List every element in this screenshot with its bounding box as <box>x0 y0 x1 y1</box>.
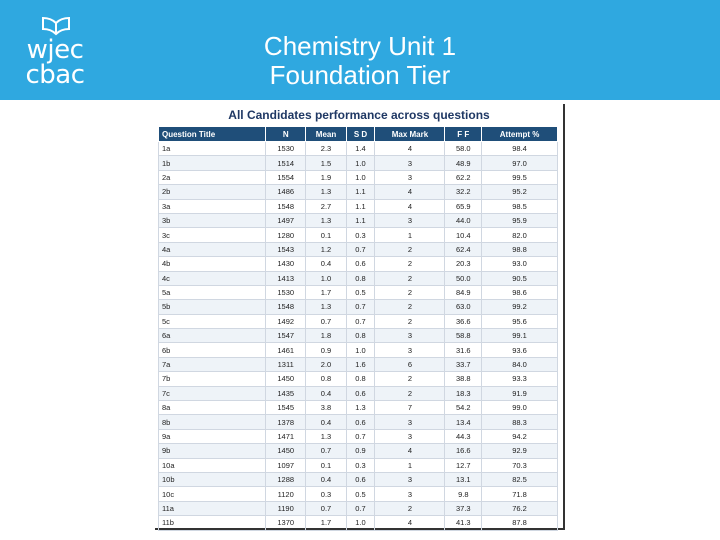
table-cell: 18.3 <box>445 386 482 400</box>
table-cell: 4 <box>375 142 445 156</box>
table-cell: 3 <box>375 487 445 501</box>
table-cell: 98.6 <box>482 285 558 299</box>
table-cell: 70.3 <box>482 458 558 472</box>
table-cell: 93.6 <box>482 343 558 357</box>
table-cell: 10a <box>159 458 266 472</box>
table-cell: 2a <box>159 170 266 184</box>
table-cell: 1548 <box>265 300 306 314</box>
table-cell: 1.3 <box>346 401 375 415</box>
table-cell: 99.5 <box>482 170 558 184</box>
logo-text-cbac: cbac <box>25 60 85 90</box>
table-row <box>159 487 558 501</box>
table-row <box>159 156 558 170</box>
table-cell: 1.0 <box>306 271 346 285</box>
table-cell: 3 <box>375 156 445 170</box>
table-cell: 1461 <box>265 343 306 357</box>
table-body <box>159 142 558 531</box>
table-cell: 11a <box>159 501 266 515</box>
table-cell: 3 <box>375 329 445 343</box>
table-cell: 99.0 <box>482 401 558 415</box>
table-cell: 6 <box>375 357 445 371</box>
table-cell: 3.8 <box>306 401 346 415</box>
table-cell: 99.2 <box>482 300 558 314</box>
table-row <box>159 185 558 199</box>
table-row <box>159 372 558 386</box>
table-cell: 9a <box>159 429 266 443</box>
table-cell: 10b <box>159 472 266 486</box>
table-cell: 1.3 <box>306 300 346 314</box>
table-cell: 13.1 <box>445 472 482 486</box>
table-cell: 1280 <box>265 228 306 242</box>
page-title <box>200 32 520 90</box>
column-header: Max Mark <box>375 127 445 142</box>
table-cell: 0.9 <box>346 444 375 458</box>
table-cell: 31.6 <box>445 343 482 357</box>
table-cell: 1497 <box>265 213 306 227</box>
column-header: F F <box>445 127 482 142</box>
table-row <box>159 429 558 443</box>
table-cell: 58.8 <box>445 329 482 343</box>
table-cell: 1 <box>375 458 445 472</box>
table-cell: 16.6 <box>445 444 482 458</box>
table-cell: 13.4 <box>445 415 482 429</box>
table-cell: 1.3 <box>306 185 346 199</box>
table-cell: 3 <box>375 472 445 486</box>
table-cell: 48.9 <box>445 156 482 170</box>
table-cell: 2 <box>375 257 445 271</box>
table-row <box>159 285 558 299</box>
table-cell: 0.1 <box>306 458 346 472</box>
table-cell: 32.2 <box>445 185 482 199</box>
table-cell: 3 <box>375 213 445 227</box>
table-cell: 1b <box>159 156 266 170</box>
table-cell: 98.4 <box>482 142 558 156</box>
table-cell: 1548 <box>265 199 306 213</box>
table-cell: 1.7 <box>306 516 346 530</box>
table-cell: 0.4 <box>306 257 346 271</box>
header-banner <box>0 0 720 100</box>
table-cell: 0.4 <box>306 386 346 400</box>
table-cell: 0.9 <box>306 343 346 357</box>
table-cell: 8b <box>159 415 266 429</box>
table-cell: 0.8 <box>346 271 375 285</box>
table-cell: 65.9 <box>445 199 482 213</box>
table-cell: 2 <box>375 386 445 400</box>
table-cell: 1.4 <box>346 142 375 156</box>
table-cell: 10.4 <box>445 228 482 242</box>
table-cell: 2.0 <box>306 357 346 371</box>
column-header: Attempt % <box>482 127 558 142</box>
table-cell: 1370 <box>265 516 306 530</box>
table-cell: 7 <box>375 401 445 415</box>
table-cell: 0.7 <box>306 314 346 328</box>
table-cell: 0.4 <box>306 472 346 486</box>
table-cell: 1.3 <box>306 213 346 227</box>
table-cell: 0.7 <box>346 429 375 443</box>
table-row <box>159 401 558 415</box>
table-cell: 1.8 <box>306 329 346 343</box>
table-cell: 33.7 <box>445 357 482 371</box>
table-cell: 87.8 <box>482 516 558 530</box>
table-cell: 1.3 <box>306 429 346 443</box>
table-cell: 4 <box>375 444 445 458</box>
book-icon <box>42 14 70 36</box>
table-cell: 0.7 <box>346 300 375 314</box>
table-cell: 95.6 <box>482 314 558 328</box>
table-cell: 62.2 <box>445 170 482 184</box>
table-cell: 0.4 <box>306 415 346 429</box>
table-cell: 1530 <box>265 142 306 156</box>
logo-text-wjec: wjec <box>26 35 84 65</box>
performance-table <box>158 126 558 531</box>
table-cell: 1.0 <box>346 170 375 184</box>
table-cell: 2.3 <box>306 142 346 156</box>
table-row <box>159 386 558 400</box>
column-header: Mean <box>306 127 346 142</box>
table-row <box>159 458 558 472</box>
table-cell: 10c <box>159 487 266 501</box>
table-cell: 1190 <box>265 501 306 515</box>
table-cell: 1.0 <box>346 343 375 357</box>
table-cell: 54.2 <box>445 401 482 415</box>
table-row <box>159 444 558 458</box>
table-row <box>159 170 558 184</box>
table-cell: 62.4 <box>445 242 482 256</box>
table-cell: 0.3 <box>346 458 375 472</box>
column-header: S D <box>346 127 375 142</box>
table-cell: 38.8 <box>445 372 482 386</box>
table-cell: 0.6 <box>346 472 375 486</box>
table-cell: 1486 <box>265 185 306 199</box>
table-cell: 5b <box>159 300 266 314</box>
table-header-row <box>159 127 558 142</box>
table-cell: 94.2 <box>482 429 558 443</box>
table-row <box>159 314 558 328</box>
table-cell: 1.1 <box>346 213 375 227</box>
table-cell: 1120 <box>265 487 306 501</box>
table-cell: 1471 <box>265 429 306 443</box>
table-row <box>159 343 558 357</box>
table-cell: 91.9 <box>482 386 558 400</box>
table-cell: 1543 <box>265 242 306 256</box>
table-cell: 1.2 <box>306 242 346 256</box>
table-cell: 3b <box>159 213 266 227</box>
table-cell: 1514 <box>265 156 306 170</box>
table-cell: 41.3 <box>445 516 482 530</box>
table-cell: 0.7 <box>306 444 346 458</box>
table-cell: 0.6 <box>346 415 375 429</box>
table-cell: 0.5 <box>346 285 375 299</box>
table-row <box>159 329 558 343</box>
table-cell: 1.5 <box>306 156 346 170</box>
table-row <box>159 242 558 256</box>
table-cell: 97.0 <box>482 156 558 170</box>
table-cell: 4c <box>159 271 266 285</box>
table-cell: 0.1 <box>306 228 346 242</box>
table-cell: 3 <box>375 429 445 443</box>
table-cell: 1378 <box>265 415 306 429</box>
table-cell: 1450 <box>265 372 306 386</box>
table-cell: 2 <box>375 501 445 515</box>
table-cell: 90.5 <box>482 271 558 285</box>
table-cell: 95.2 <box>482 185 558 199</box>
table-cell: 98.5 <box>482 199 558 213</box>
table-cell: 0.7 <box>346 242 375 256</box>
table-cell: 11b <box>159 516 266 530</box>
table-cell: 2 <box>375 271 445 285</box>
table-caption: All Candidates performance across questions <box>228 108 490 122</box>
table-cell: 1a <box>159 142 266 156</box>
table-cell: 0.8 <box>306 372 346 386</box>
table-cell: 2 <box>375 314 445 328</box>
wjec-cbac-logo <box>20 10 90 90</box>
column-header: Question Title <box>159 127 266 142</box>
table-cell: 50.0 <box>445 271 482 285</box>
table-cell: 2 <box>375 242 445 256</box>
table-cell: 6b <box>159 343 266 357</box>
table-cell: 99.1 <box>482 329 558 343</box>
table-cell: 4 <box>375 199 445 213</box>
table-cell: 6a <box>159 329 266 343</box>
table-cell: 1311 <box>265 357 306 371</box>
table-cell: 1554 <box>265 170 306 184</box>
table-cell: 8a <box>159 401 266 415</box>
table-cell: 2b <box>159 185 266 199</box>
table-cell: 0.7 <box>346 501 375 515</box>
table-cell: 1545 <box>265 401 306 415</box>
table-cell: 0.5 <box>346 487 375 501</box>
table-cell: 82.0 <box>482 228 558 242</box>
table-cell: 0.8 <box>346 372 375 386</box>
table-cell: 3 <box>375 415 445 429</box>
table-cell: 0.6 <box>346 257 375 271</box>
table-cell: 9b <box>159 444 266 458</box>
table-cell: 1.7 <box>306 285 346 299</box>
table-row <box>159 213 558 227</box>
table-cell: 37.3 <box>445 501 482 515</box>
table-cell: 4 <box>375 185 445 199</box>
table-cell: 0.7 <box>346 314 375 328</box>
table-cell: 71.8 <box>482 487 558 501</box>
table-cell: 3a <box>159 199 266 213</box>
table-cell: 1.6 <box>346 357 375 371</box>
table-cell: 5a <box>159 285 266 299</box>
table-cell: 2 <box>375 300 445 314</box>
table-row <box>159 257 558 271</box>
title-line-2: Foundation Tier <box>269 60 451 90</box>
table-cell: 0.3 <box>346 228 375 242</box>
table-cell: 92.9 <box>482 444 558 458</box>
table-cell: 3 <box>375 343 445 357</box>
table-cell: 95.9 <box>482 213 558 227</box>
table-cell: 2 <box>375 285 445 299</box>
table-cell: 82.5 <box>482 472 558 486</box>
table-cell: 7a <box>159 357 266 371</box>
column-header: N <box>265 127 306 142</box>
table-cell: 1435 <box>265 386 306 400</box>
title-line-1: Chemistry Unit 1 <box>263 31 457 61</box>
table-row <box>159 228 558 242</box>
table-cell: 0.6 <box>346 386 375 400</box>
table-cell: 7c <box>159 386 266 400</box>
table-cell: 2 <box>375 372 445 386</box>
table-row <box>159 199 558 213</box>
table-cell: 5c <box>159 314 266 328</box>
table-cell: 1.0 <box>346 516 375 530</box>
table-cell: 3c <box>159 228 266 242</box>
table-cell: 1.9 <box>306 170 346 184</box>
table-cell: 2.7 <box>306 199 346 213</box>
table-row <box>159 472 558 486</box>
table-cell: 44.0 <box>445 213 482 227</box>
table-cell: 4a <box>159 242 266 256</box>
table-cell: 63.0 <box>445 300 482 314</box>
table-cell: 3 <box>375 170 445 184</box>
table-cell: 1492 <box>265 314 306 328</box>
table-cell: 88.3 <box>482 415 558 429</box>
table-cell: 1413 <box>265 271 306 285</box>
table-cell: 7b <box>159 372 266 386</box>
table-cell: 12.7 <box>445 458 482 472</box>
table-cell: 84.9 <box>445 285 482 299</box>
table-cell: 1547 <box>265 329 306 343</box>
table-cell: 58.0 <box>445 142 482 156</box>
table-row <box>159 516 558 530</box>
table-cell: 20.3 <box>445 257 482 271</box>
table-cell: 44.3 <box>445 429 482 443</box>
table-cell: 1097 <box>265 458 306 472</box>
table-cell: 1450 <box>265 444 306 458</box>
table-cell: 1430 <box>265 257 306 271</box>
table-cell: 93.3 <box>482 372 558 386</box>
table-cell: 1.0 <box>346 156 375 170</box>
table-row <box>159 357 558 371</box>
table-cell: 4 <box>375 516 445 530</box>
table-row <box>159 501 558 515</box>
table-cell: 93.0 <box>482 257 558 271</box>
table-cell: 98.8 <box>482 242 558 256</box>
table-cell: 9.8 <box>445 487 482 501</box>
table-cell: 1288 <box>265 472 306 486</box>
table-cell: 1.1 <box>346 185 375 199</box>
table-cell: 1.1 <box>346 199 375 213</box>
table-cell: 0.8 <box>346 329 375 343</box>
table-row <box>159 271 558 285</box>
table-cell: 84.0 <box>482 357 558 371</box>
performance-table-image <box>155 104 565 530</box>
table-cell: 1 <box>375 228 445 242</box>
table-row <box>159 142 558 156</box>
table-cell: 1530 <box>265 285 306 299</box>
table-row <box>159 415 558 429</box>
table-cell: 76.2 <box>482 501 558 515</box>
table-row <box>159 300 558 314</box>
table-cell: 36.6 <box>445 314 482 328</box>
table-cell: 0.3 <box>306 487 346 501</box>
table-cell: 4b <box>159 257 266 271</box>
table-cell: 0.7 <box>306 501 346 515</box>
